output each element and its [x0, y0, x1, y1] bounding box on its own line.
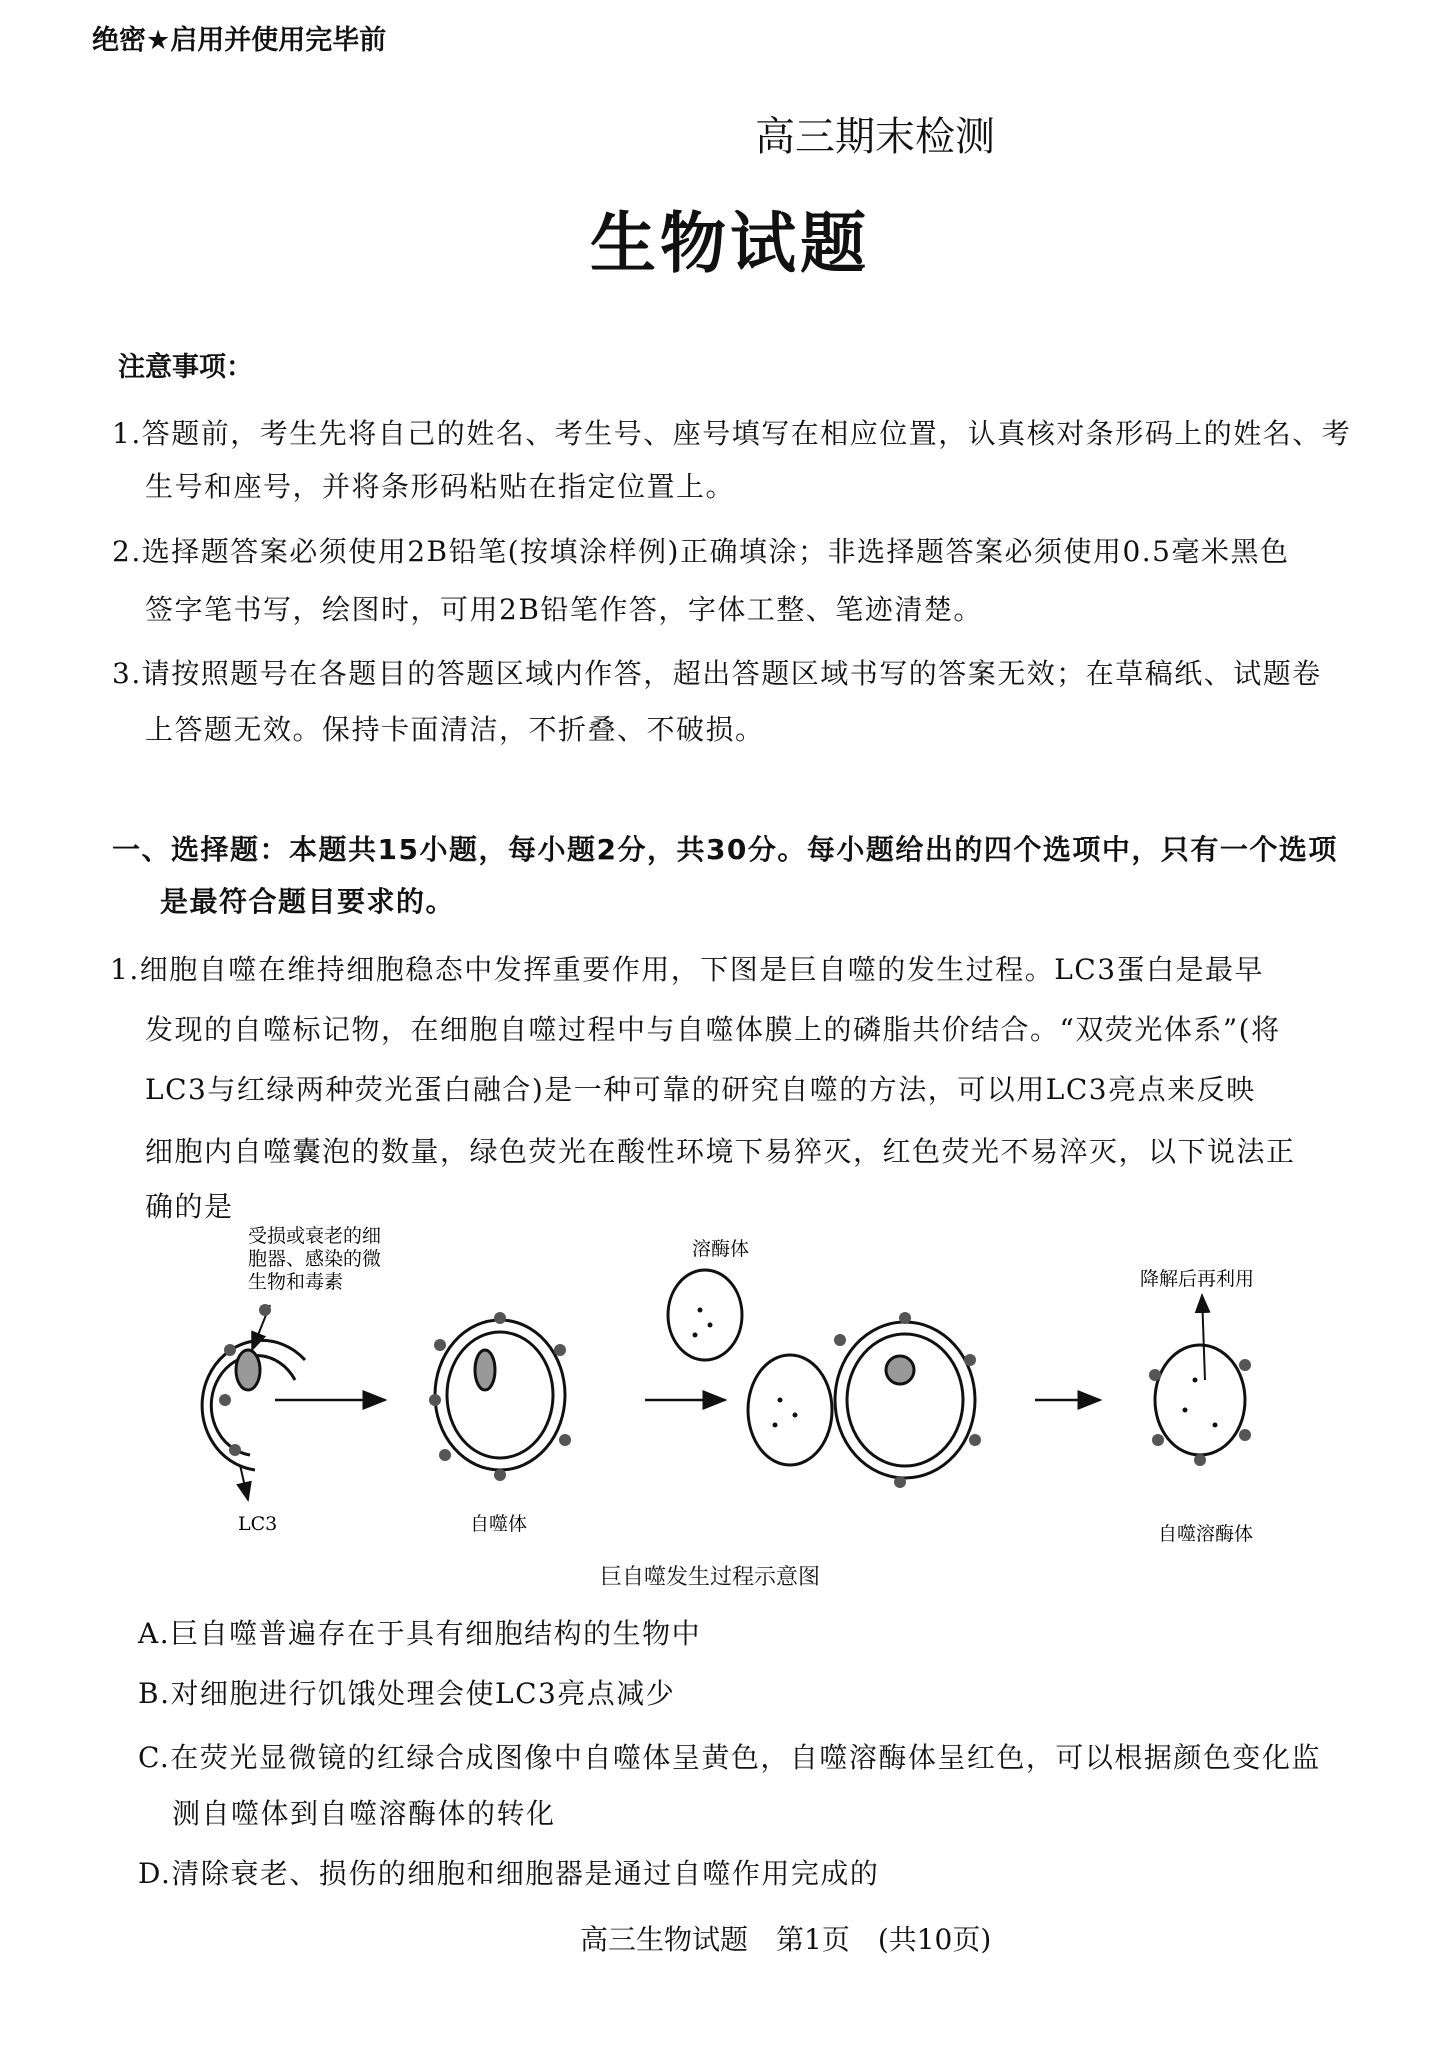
notice-line: 上答题无效。保持卡面清洁，不折叠、不破损。 [145, 713, 765, 746]
notice-line: 1.答题前，考生先将自己的姓名、考生号、座号填写在相应位置，认真核对条形码上的姓名、考 [112, 417, 1352, 450]
label-damaged: 受损或衰老的细 [248, 1225, 382, 1247]
option-c-cont: 测自噬体到自噬溶酶体的转化 [172, 1797, 556, 1830]
label-lysosome: 溶酶体 [692, 1238, 750, 1260]
page-footer: 高三生物试题 第1页 (共10页) [580, 1923, 992, 1956]
notice-line: 签字笔书写，绘图时，可用2B铅笔作答，字体工整、笔迹清楚。 [145, 593, 983, 626]
question-stem: 发现的自噬标记物，在细胞自噬过程中与自噬体膜上的磷脂共价结合。“双荧光体系”(将 [145, 1013, 1281, 1046]
notice-line: 3.请按照题号在各题目的答题区域内作答，超出答题区域书写的答案无效；在草稿纸、试题卷 [112, 657, 1322, 690]
notice-heading: 注意事项： [118, 352, 253, 383]
question-stem: LC3与红绿两种荧光蛋白融合)是一种可靠的研究自噬的方法，可以用LC3亮点来反映 [145, 1073, 1256, 1106]
label-autophagosome: 自噬体 [470, 1513, 528, 1535]
autophagosome [435, 1320, 565, 1470]
label-autolysosome: 自噬溶酶体 [1158, 1523, 1254, 1545]
figure-caption: 巨自噬发生过程示意图 [600, 1565, 821, 1590]
option-a: A.巨自噬普遍存在于具有细胞结构的生物中 [138, 1617, 702, 1650]
lc3-dots [219, 1304, 1251, 1488]
autolysosome [1155, 1345, 1245, 1455]
label-damaged: 生物和毒素 [248, 1271, 344, 1293]
label-reuse: 降解后再利用 [1140, 1268, 1255, 1290]
notice-line: 2.选择题答案必须使用2B铅笔(按填涂样例)正确填涂；非选择题答案必须使用0.5毫米黑色 [112, 535, 1290, 568]
option-c: C.在荧光显微镜的红绿合成图像中自噬体呈黄色，自噬溶酶体呈红色，可以根据颜色变化监 [138, 1741, 1321, 1774]
notice-line: 生号和座号，并将条形码粘贴在指定位置上。 [145, 470, 736, 503]
confidential-label: 绝密★启用并使用完毕前 [92, 25, 387, 56]
label-damaged: 胞器、感染的微 [248, 1248, 382, 1270]
exam-title: 生物试题 [590, 205, 870, 282]
phagophore [202, 1340, 305, 1470]
lysosome [668, 1270, 742, 1360]
option-b: B.对细胞进行饥饿处理会使LC3亮点减少 [138, 1677, 676, 1710]
question-stem: 1.细胞自噬在维持细胞稳态中发挥重要作用，下图是巨自噬的发生过程。LC3蛋白是最早 [110, 953, 1265, 986]
question-stem: 细胞内自噬囊泡的数量，绿色荧光在酸性环境下易猝灭，红色荧光不易淬灭，以下说法正 [145, 1135, 1296, 1168]
question-stem: 确的是 [145, 1190, 234, 1223]
autophagy-diagram [200, 1200, 1300, 1560]
label-lc3: LC3 [238, 1513, 278, 1535]
section-heading-cont: 是最符合题目要求的。 [160, 885, 456, 918]
exam-subtitle: 高三期末检测 [755, 114, 995, 160]
option-d: D.清除衰老、损伤的细胞和细胞器是通过自噬作用完成的 [138, 1857, 880, 1890]
section-heading: 一、选择题：本题共15小题，每小题2分，共30分。每小题给出的四个选项中，只有一个选项 [112, 833, 1338, 866]
